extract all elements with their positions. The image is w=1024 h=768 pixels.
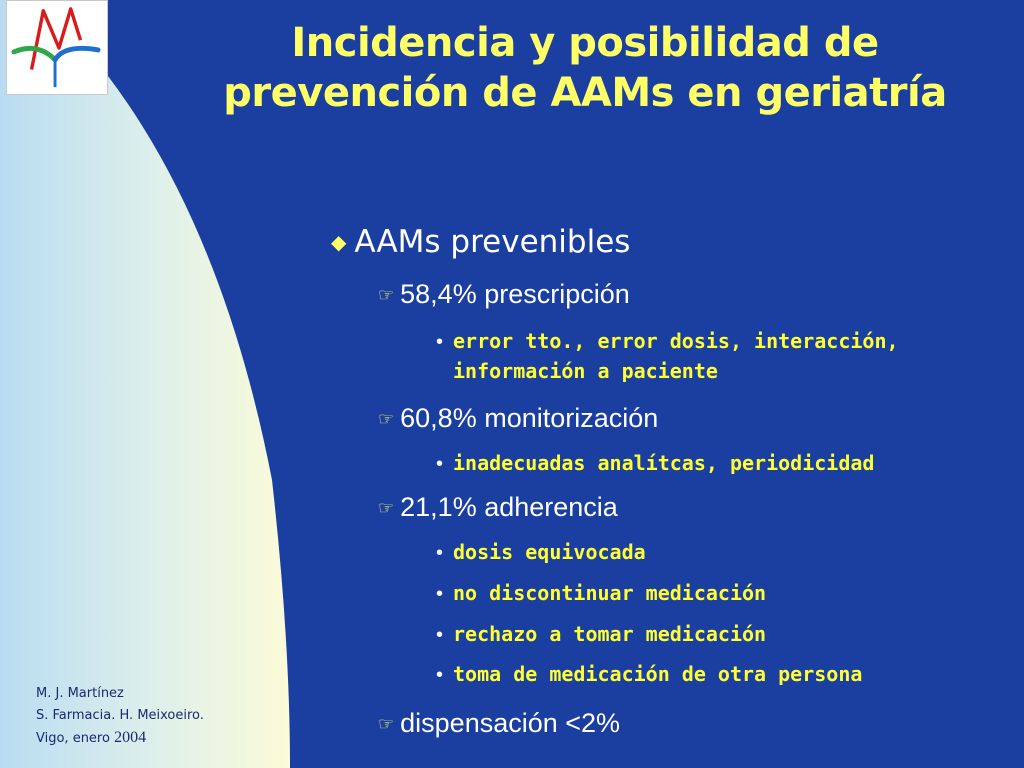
dot-bullet-icon: •	[436, 583, 444, 605]
footer-department: S. Farmacia. H. Meixoeiro.	[36, 708, 204, 723]
list-item	[436, 578, 766, 609]
list-item	[436, 619, 766, 650]
pointing-hand-icon: ☞	[378, 285, 395, 305]
section-adherencia	[378, 490, 618, 527]
item-text-line: error tto., error dosis, interacción,	[453, 329, 899, 353]
list-item	[436, 537, 646, 568]
section-dispensacion	[378, 706, 620, 743]
dot-bullet-icon: •	[436, 453, 444, 475]
item-text-line: información a paciente	[453, 359, 718, 383]
footer-date-prefix: Vigo, enero	[36, 731, 115, 746]
list-item	[436, 448, 874, 479]
item-text-line: rechazo a tomar medicación	[453, 622, 767, 646]
heading-text: AAMs prevenibles	[354, 224, 631, 260]
item-text-line: inadecuadas analítcas, periodicidad	[453, 451, 875, 475]
title-line-2: prevención de AAMs en geriatría	[223, 70, 947, 116]
list-item	[436, 659, 862, 690]
list-item	[436, 326, 899, 386]
section-label: dispensación <2%	[400, 708, 621, 738]
footer-year: 2004	[114, 729, 147, 746]
logo	[6, 0, 108, 95]
item-text-line: toma de medicación de otra persona	[453, 662, 863, 686]
stylized-m-logo-icon	[7, 1, 107, 94]
item-text-line: dosis equivocada	[453, 540, 646, 564]
footer-date	[36, 727, 204, 750]
diamond-bullet-icon: ◆	[331, 230, 347, 254]
footer-credits	[36, 683, 204, 750]
heading-aams-prevenibles	[331, 222, 630, 265]
pointing-hand-icon: ☞	[378, 714, 395, 734]
pointing-hand-icon: ☞	[378, 409, 395, 429]
title-line-1: Incidencia y posibilidad de	[291, 20, 879, 66]
section-prescripcion	[378, 277, 630, 314]
dot-bullet-icon: •	[436, 542, 444, 564]
section-monitorizacion	[378, 401, 658, 438]
section-label: 58,4% prescripción	[400, 279, 630, 309]
section-label: 21,1% adherencia	[400, 492, 618, 522]
page-title	[160, 18, 1010, 118]
footer-author: M. J. Martínez	[36, 686, 124, 701]
item-text-line: no discontinuar medicación	[453, 581, 767, 605]
dot-bullet-icon: •	[436, 331, 444, 353]
dot-bullet-icon: •	[436, 624, 444, 646]
section-label: 60,8% monitorización	[400, 403, 659, 433]
dot-bullet-icon: •	[436, 664, 444, 686]
pointing-hand-icon: ☞	[378, 498, 395, 518]
